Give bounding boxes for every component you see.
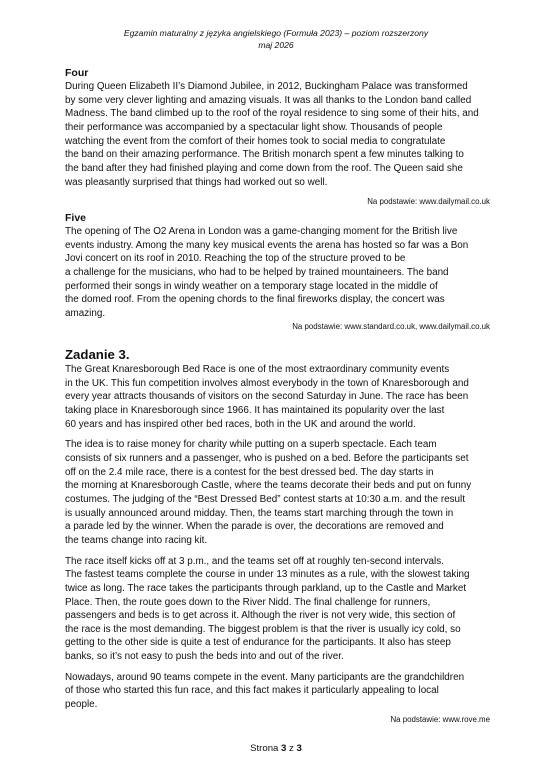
footer-middle: z [286, 743, 297, 754]
text-line: every year attracts thousands of visitors on the second Saturday in June. The race has been [65, 391, 469, 403]
text-line: is usually announced around midday. Then, the teams start marching through the town in [65, 507, 454, 519]
text-line: the band after they had finished playing and come down from the roof. The Queen said she [65, 162, 463, 174]
text-line: The opening of The O2 Arena in London was a game-changing moment for the British live [65, 226, 458, 237]
text-five-title: Five [65, 212, 87, 224]
text-line: During Queen Elizabeth II’s Diamond Jubilee, in 2012, Buckingham Palace was transformed [65, 81, 468, 92]
text-line: was pleasantly surprised that things had worked out so well. [65, 176, 328, 188]
text-line: The race itself kicks off at 3 p.m., and the teams set off at roughly ten-second intervals. [65, 555, 444, 567]
text-line: a parade led by the winner. When the parade is over, the decorations are removed and [65, 521, 444, 533]
text-line: watching the event from the comfort of their homes took to social media to congratulate [65, 135, 446, 147]
text-line: 60 years and has inspired other bed races, both in the UK and around the world. [65, 418, 416, 430]
text-line: Jovi concert on its roof in 2010. Reaching the top of the structure proved to be [65, 253, 406, 265]
text-line: The idea is to raise money for charity while putting on a superb spectacle. Each team [65, 439, 437, 451]
task-3-paragraph-2 [65, 438, 490, 547]
header-exam-date: maj 2026 [258, 40, 294, 50]
text-line: off on the 2.4 mile race, there is a contest for the best dressed bed. The day starts in [65, 466, 434, 478]
header-exam-title: Egzamin maturalny z języka angielskiego (Formuła 2023) – poziom rozszerzony [123, 28, 429, 38]
text-line: events industry. Among the many key musical events the arena has hosted so far was a Bon [65, 239, 469, 251]
text-line: getting to the other side is quite a test of endurance for the participants. It also has steep [65, 637, 451, 649]
text-four-body [65, 80, 490, 189]
text-line: performed their songs in windy weather on a temporary stage located in the middle of [65, 280, 438, 292]
task-3-title: Zadanie 3. [65, 347, 130, 362]
text-line: the band on their amazing performance. The British monarch spent a few minutes talking to [65, 149, 464, 161]
text-line: The fastest teams complete the course in under 13 minutes as a rule, with the slowest taking [65, 569, 470, 581]
text-line: their performance was accompanied by a spectacular light show. Thousands of people [65, 121, 443, 133]
text-line: of those who started this fun race, and this fact makes it particularly appealing to local [65, 685, 439, 697]
text-line: the race is the most demanding. The biggest problem is that the river is usually icy cold, so [65, 623, 461, 635]
text-line: the teams change into racing kit. [65, 534, 208, 546]
task-3-paragraph-1 [65, 363, 490, 431]
text-line: consists of six runners and a passenger, who is pushed on a bed. Before the participants set [65, 452, 469, 464]
text-four-source: Na podstawie: www.dailymail.co.uk [367, 197, 490, 207]
text-line: by some very clever lighting and amazing visuals. It was all thanks to the London band called [65, 94, 472, 106]
text-line: costumes. The judging of the “Best Dressed Bed” contest starts at 10:30 a.m. and the result [65, 493, 465, 505]
text-line: the morning at Knaresborough Castle, where the teams decorate their beds and put on funny [65, 480, 472, 492]
text-line: in the UK. This fun competition involves almost everybody in the town of Knaresborough and [65, 377, 469, 389]
text-line: people. [65, 699, 98, 711]
text-line: The Great Knaresborough Bed Race is one of the most extraordinary community events [65, 364, 450, 375]
text-four [65, 67, 490, 207]
task-3-paragraph-4 [65, 671, 490, 712]
text-line: Place. Then, the route goes down to the River Nidd. The final challenge for runners, [65, 596, 431, 608]
text-five-source: Na podstawie: www.standard.co.uk, www.dailymail.co.uk [292, 321, 490, 331]
footer-page-number: 3 [281, 743, 287, 754]
text-line: passengers and beds is to get across it. Although the river is not very wide, this section of [65, 610, 456, 622]
text-line: amazing. [65, 307, 106, 319]
task-3-paragraph-3 [65, 555, 490, 664]
text-four-title: Four [65, 67, 89, 79]
footer-prefix: Strona [250, 743, 282, 754]
task-3-source: Na podstawie: www.rove.me [390, 714, 490, 724]
text-line: the domed roof. From the opening chords to the final fireworks display, the concert was [65, 294, 445, 306]
page-header [0, 27, 552, 51]
text-line: taking place in Knaresborough since 1966. It has maintained its popularity over the last [65, 404, 445, 416]
task-3 [65, 347, 490, 725]
text-line: Nowadays, around 90 teams compete in the event. Many participants are the grandchildren [65, 671, 465, 683]
footer-total-pages: 3 [296, 743, 302, 754]
page-footer [0, 743, 552, 754]
text-line: banks, so it’s not easy to push the beds into and out of the river. [65, 651, 344, 663]
text-five [65, 212, 490, 332]
text-line: a challenge for the musicians, who had to be helped by trained mountaineers. The band [65, 266, 449, 278]
text-line: twice as long. The race takes the participants through parkland, up to the Castle and Market [65, 582, 467, 594]
text-five-body [65, 225, 490, 321]
text-line: Madness. The band climbed up to the roof of the royal residence to sing some of their hits, and [65, 108, 479, 120]
